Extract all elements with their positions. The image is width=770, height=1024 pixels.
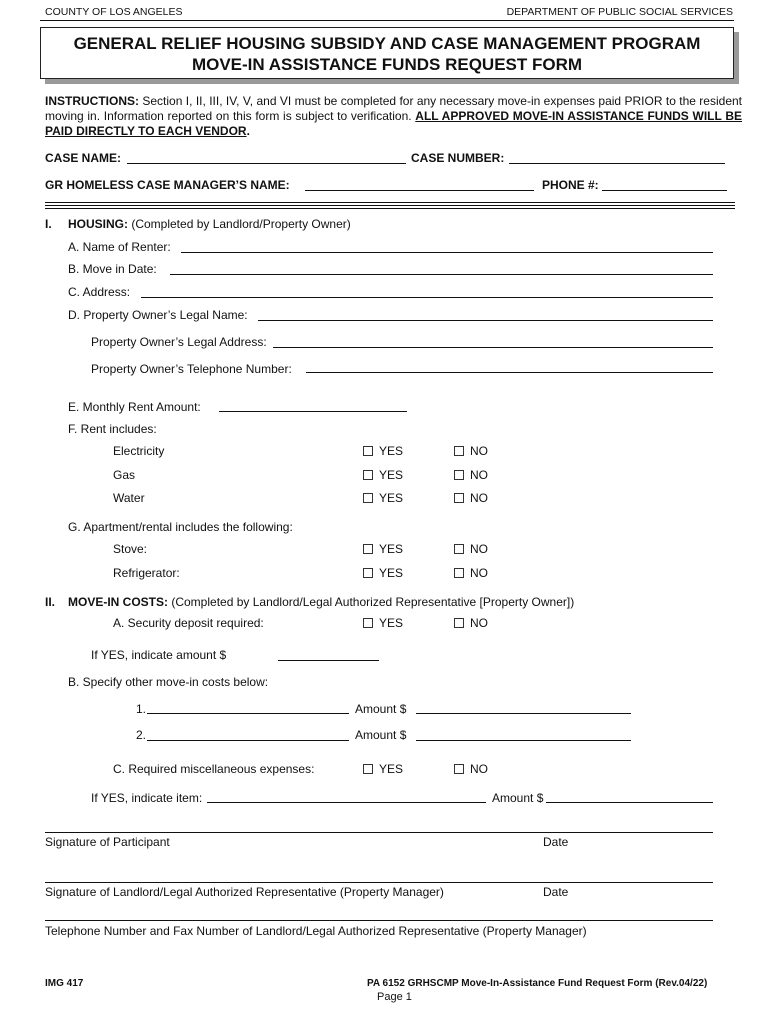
misc-expenses-no[interactable] xyxy=(454,762,488,776)
water-yes[interactable] xyxy=(363,491,403,505)
other-cost-1-label: 1. xyxy=(136,702,147,716)
yes-label: YES xyxy=(379,542,404,556)
renter-name-field[interactable] xyxy=(181,252,713,253)
footer-form-code: IMG 417 xyxy=(45,978,84,989)
rent-includes-label: F. Rent includes: xyxy=(68,422,157,436)
checkbox-icon xyxy=(363,493,373,503)
gas-yes[interactable] xyxy=(363,468,403,482)
owner-name-label: D. Property Owner’s Legal Name: xyxy=(68,308,248,322)
section-divider-mid xyxy=(45,205,735,206)
checkbox-icon xyxy=(454,618,464,628)
refrigerator-label: Refrigerator: xyxy=(113,566,180,580)
stove-yes[interactable] xyxy=(363,542,403,556)
other-cost-1-field[interactable] xyxy=(147,713,349,714)
yes-label: YES xyxy=(379,762,404,776)
other-costs-label: B. Specify other move-in costs below: xyxy=(68,675,269,689)
instructions-end: . xyxy=(246,124,250,138)
misc-expenses-label: C. Required miscellaneous expenses: xyxy=(113,762,315,776)
county-header: COUNTY OF LOS ANGELES xyxy=(45,6,183,18)
no-label: NO xyxy=(470,491,488,505)
form-title-line1: GENERAL RELIEF HOUSING SUBSIDY AND CASE MANAGEMENT PROGRAM xyxy=(73,34,701,53)
other-cost-2-amount-field[interactable] xyxy=(416,740,631,741)
phone-field[interactable] xyxy=(602,190,727,191)
participant-signature-field[interactable] xyxy=(45,832,713,833)
section-divider-top xyxy=(45,202,735,203)
gas-no[interactable] xyxy=(454,468,488,482)
misc-item-field[interactable] xyxy=(207,802,486,803)
yes-label: YES xyxy=(379,491,404,505)
checkbox-icon xyxy=(363,618,373,628)
owner-name-field[interactable] xyxy=(258,320,713,321)
header-rule xyxy=(40,20,734,21)
misc-item-label: If YES, indicate item: xyxy=(91,791,203,805)
section-divider-bottom xyxy=(45,208,735,209)
checkbox-icon xyxy=(454,544,464,554)
checkbox-icon xyxy=(363,764,373,774)
case-number-field[interactable] xyxy=(509,163,725,164)
misc-amount-field[interactable] xyxy=(546,802,713,803)
monthly-rent-field[interactable] xyxy=(219,411,407,412)
form-title-line2: MOVE-IN ASSISTANCE FUNDS REQUEST FORM xyxy=(191,55,583,74)
water-label: Water xyxy=(113,491,145,505)
case-name-field[interactable] xyxy=(127,163,406,164)
no-label: NO xyxy=(470,616,488,630)
form-title-box xyxy=(40,27,734,79)
section1-title: HOUSING: xyxy=(68,217,128,231)
participant-date-label: Date xyxy=(543,835,569,849)
owner-phone-label: Property Owner’s Telephone Number: xyxy=(91,362,292,376)
electricity-label: Electricity xyxy=(113,444,165,458)
yes-label: YES xyxy=(379,444,404,458)
stove-no[interactable] xyxy=(454,542,488,556)
other-cost-2-field[interactable] xyxy=(147,740,349,741)
monthly-rent-label: E. Monthly Rent Amount: xyxy=(68,400,201,414)
instructions xyxy=(45,94,742,139)
phone-label: PHONE #: xyxy=(542,178,599,192)
gas-label: Gas xyxy=(113,468,136,482)
no-label: NO xyxy=(470,444,488,458)
misc-expenses-yes[interactable] xyxy=(363,762,403,776)
checkbox-icon xyxy=(454,493,464,503)
address-label: C. Address: xyxy=(68,285,131,299)
water-no[interactable] xyxy=(454,491,488,505)
checkbox-icon xyxy=(363,544,373,554)
stove-label: Stove: xyxy=(113,542,148,556)
page-number: Page 1 xyxy=(377,991,412,1003)
case-manager-field[interactable] xyxy=(305,190,534,191)
renter-name-label: A. Name of Renter: xyxy=(68,240,171,254)
no-label: NO xyxy=(470,542,488,556)
section2-number: II. xyxy=(45,595,56,609)
address-field[interactable] xyxy=(141,297,713,298)
deposit-amount-field[interactable] xyxy=(278,660,379,661)
instructions-emphasis: ALL APPROVED MOVE-IN ASSISTANCE FUNDS WILL BE PAID DIRECTLY TO EACH VENDOR xyxy=(45,109,742,138)
case-name-label: CASE NAME: xyxy=(45,151,122,165)
checkbox-icon xyxy=(454,568,464,578)
other-cost-2-amount-label: Amount $ xyxy=(355,728,407,742)
electricity-no[interactable] xyxy=(454,444,488,458)
case-manager-label: GR HOMELESS CASE MANAGER’S NAME: xyxy=(45,178,290,192)
section2-title: MOVE-IN COSTS: xyxy=(68,595,169,609)
section1-heading xyxy=(68,217,351,231)
checkbox-icon xyxy=(363,446,373,456)
move-in-date-field[interactable] xyxy=(170,274,713,275)
landlord-signature-label: Signature of Landlord/Legal Authorized Representative (Property Manager) xyxy=(45,885,444,899)
electricity-yes[interactable] xyxy=(363,444,403,458)
yes-label: YES xyxy=(379,468,404,482)
checkbox-icon xyxy=(454,764,464,774)
apartment-includes-label: G. Apartment/rental includes the following: xyxy=(68,520,293,534)
other-cost-1-amount-field[interactable] xyxy=(416,713,631,714)
checkbox-icon xyxy=(454,446,464,456)
landlord-telephone-field[interactable] xyxy=(45,920,713,921)
security-deposit-yes[interactable] xyxy=(363,616,403,630)
instructions-label: INSTRUCTIONS: xyxy=(45,94,139,108)
checkbox-icon xyxy=(454,470,464,480)
yes-label: YES xyxy=(379,566,404,580)
participant-signature-label: Signature of Participant xyxy=(45,835,170,849)
security-deposit-label: A. Security deposit required: xyxy=(113,616,264,630)
owner-phone-field[interactable] xyxy=(306,372,713,373)
other-cost-2-label: 2. xyxy=(136,728,147,742)
landlord-telephone-label: Telephone Number and Fax Number of Landlord/Legal Authorized Representative (Property Manager) xyxy=(45,924,587,938)
deposit-amount-label: If YES, indicate amount $ xyxy=(91,648,227,662)
other-cost-1-amount-label: Amount $ xyxy=(355,702,407,716)
no-label: NO xyxy=(470,468,488,482)
move-in-date-label: B. Move in Date: xyxy=(68,262,157,276)
misc-amount-label: Amount $ xyxy=(492,791,544,805)
checkbox-icon xyxy=(363,568,373,578)
section2-heading xyxy=(68,595,574,609)
section1-note: (Completed by Landlord/Property Owner) xyxy=(128,217,351,231)
refrigerator-yes[interactable] xyxy=(363,566,403,580)
checkbox-icon xyxy=(363,470,373,480)
landlord-date-label: Date xyxy=(543,885,569,899)
security-deposit-no[interactable] xyxy=(454,616,488,630)
case-number-label: CASE NUMBER: xyxy=(411,151,505,165)
refrigerator-no[interactable] xyxy=(454,566,488,580)
owner-address-field[interactable] xyxy=(273,347,713,348)
owner-address-label: Property Owner’s Legal Address: xyxy=(91,335,267,349)
section2-note: (Completed by Landlord/Legal Authorized Representative [Property Owner]) xyxy=(168,595,575,609)
department-header: DEPARTMENT OF PUBLIC SOCIAL SERVICES xyxy=(506,6,733,18)
no-label: NO xyxy=(470,762,488,776)
landlord-signature-field[interactable] xyxy=(45,882,713,883)
no-label: NO xyxy=(470,566,488,580)
footer-form-title: PA 6152 GRHSCMP Move-In-Assistance Fund Request Form (Rev.04/22) xyxy=(367,978,708,989)
section1-number: I. xyxy=(45,217,52,231)
instructions-text: Section I, II, III, IV, V, and VI must be completed for any necessary move-in expenses paid PRIOR to the resident moving in. Information reported on this form is subject to verification. xyxy=(45,94,742,123)
yes-label: YES xyxy=(379,616,404,630)
